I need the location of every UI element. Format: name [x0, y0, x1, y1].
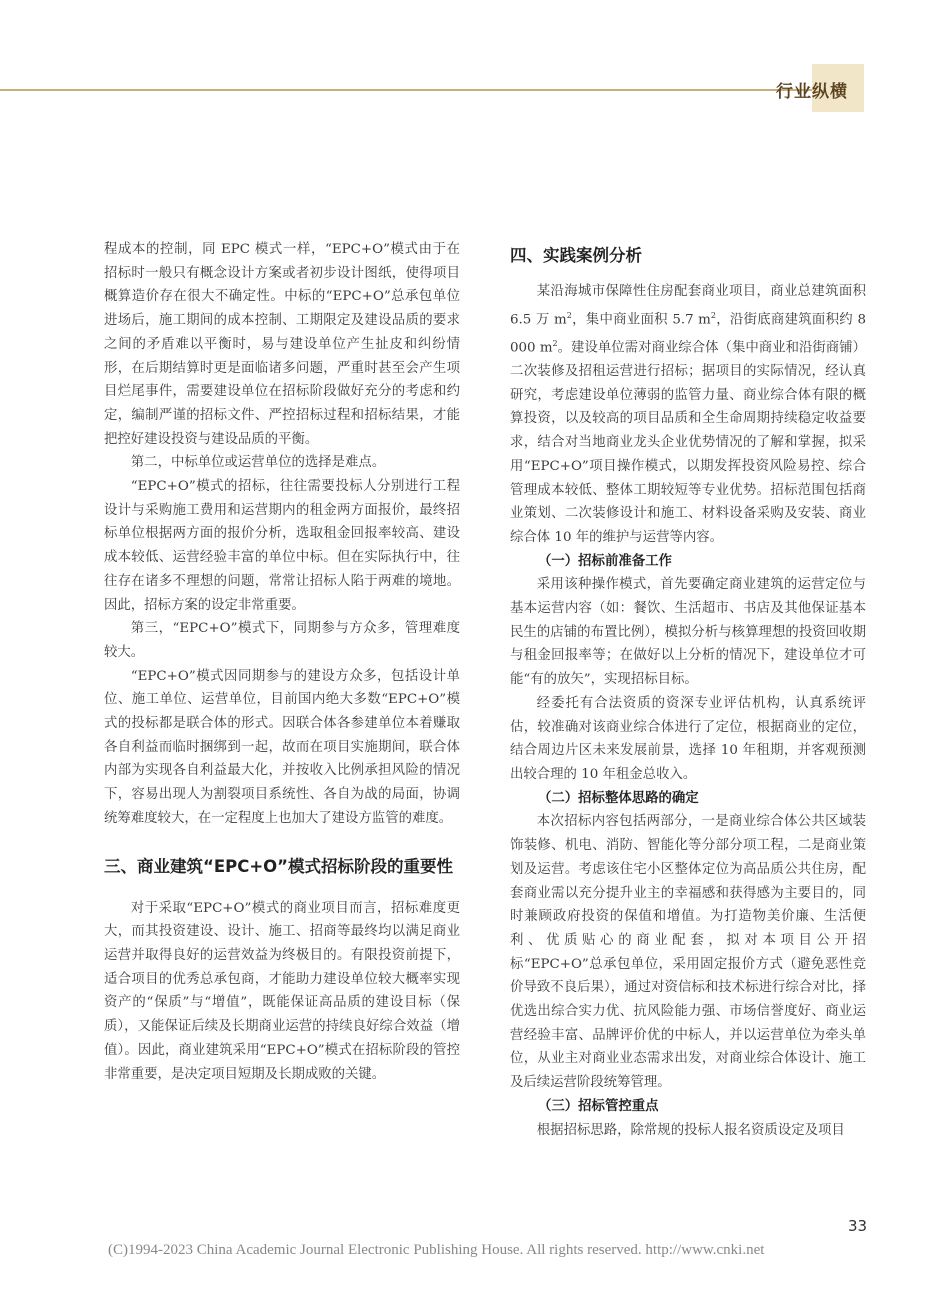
left-column: [104, 238, 460, 1086]
paragraph: 采用该种操作模式，首先要确定商业建筑的运营定位与基本运营内容（如：餐饮、生活超市、书店及其他保证基本民生的店铺的布置比例），模拟分析与核算理想的投资回收期与租金回报率等；在做好以上分析的情况下，建设单位才可能“有的放矢”，实现招标目标。: [510, 577, 866, 688]
section-label: 行业纵横: [776, 82, 848, 102]
section-heading: 三、商业建筑“EPC+O”模式招标阶段的重要性: [104, 856, 454, 876]
subsection-heading: （三）招标管控重点: [538, 1098, 659, 1114]
right-column: [510, 238, 866, 1142]
text-run: 某沿海城市保障性住房配套商业项目，商业总建筑面积 6.5 万 m: [510, 284, 866, 328]
text-run: ，沿街底商建筑面积约 8 000 m: [510, 312, 866, 356]
superscript: 2: [710, 310, 716, 320]
paragraph: [510, 280, 866, 550]
paragraph: 第三，“EPC+O”模式下，同期参与方众多，管理难度较大。: [104, 621, 460, 660]
header-rule: [0, 89, 812, 91]
paragraph: 经委托有合法资质的资深专业评估机构，认真系统评估，较准确对该商业综合体进行了定位，根据商业的定位，结合周边片区未来发展前景，选择 10 年租期，并客观预测出较合理的 10 年租金总收入。: [510, 695, 866, 782]
section-heading: 四、实践案例分析: [510, 246, 642, 265]
paragraph: “EPC+O”模式因同期参与的建设方众多，包括设计单位、施工单位、运营单位，目前国内绝大多数“EPC+O”模式的投标都是联合体的形式。因联合体各参建单位本着赚取各自利益而临时捆绑到一起，故而在项目实施期间，联合体内部为实现各自利益最大化，并按收入比例承担风险的情况下，容易出现人为割裂项目系统性、各自为战的局面，协调统筹难度较大，在一定程度上也加大了建设方监管的难度。: [104, 668, 460, 826]
text-run: ，集中商业面积 5.7 m: [571, 312, 711, 328]
paragraph: “EPC+O”模式的招标，往往需要投标人分别进行工程设计与采购施工费用和运营期内的租金两方面报价，最终招标单位根据两方面的报价分析，选取租金回报率较高、建设成本较低、运营经验丰富的单位中标。但在实际执行中，往往存在诸多不理想的问题，常常让招标人陷于两难的境地。因此，招标方案的设定非常重要。: [104, 479, 460, 613]
subsection-heading: （二）招标整体思路的确定: [538, 790, 699, 806]
copyright-notice: (C)1994-2023 China Academic Journal Electronic Publishing House. All rights reserved. http://www.cnki.net: [108, 1242, 765, 1258]
paragraph: 对于采取“EPC+O”模式的商业项目而言，招标难度更大，而其投资建设、设计、施工、招商等最终均以满足商业运营并取得良好的运营效益为终极目的。有限投资前提下，适合项目的优秀总承包商，才能助力建设单位较大概率实现资产的“保质”与“增值”，既能保证高品质的建设目标（保质），又能保证后续及长期商业运营的持续良好综合效益（增值）。因此，商业建筑采用“EPC+O”模式在招标阶段的管控非常重要，是决定项目短期及长期成败的关键。: [104, 900, 460, 1082]
subsection-heading: （一）招标前准备工作: [538, 553, 672, 569]
paragraph: 本次招标内容包括两部分，一是商业综合体公共区域装饰装修、机电、消防、智能化等分部分项工程，二是商业策划及运营。考虑该住宅小区整体定位为高品质公共住房，配套商业需以充分提升业主的幸福感和获得感为主要目的，同时兼顾政府投资的保值和增值。为打造物美价廉、生活便利、优质贴心的商业配套，拟对本项目公开招标“EPC+O”总承包单位，采用固定报价方式（避免恶性竞价导致不良后果），通过对资信标和技术标进行综合对比，择优选出综合实力优、抗风险能力强、市场信誉度好、商业运营经验丰富、品牌评价优的中标人，并以运营单位为牵头单位，从业主对商业业态需求出发，对商业综合体设计、施工及后续运营阶段统筹管理。: [510, 814, 866, 1091]
page-number: 33: [848, 1217, 868, 1235]
text-run: 。建设单位需对商业综合体（集中商业和沿街商铺）二次装修及招租运营进行招标；据项目的实际情况，经认真研究，考虑建设单位薄弱的监管力量、商业综合体有限的概算投资，以及较高的项目品质和全生命周期持续稳定收益要求，结合对当地商业龙头企业优势情况的了解和掌握，拟采用“EPC+O”项目操作模式，以期发挥投资风险易控、综合管理成本较低、整体工期较短等专业优势。招标范围包括商业策划、二次装修设计和施工、材料设备采购及安装、商业综合体 10 年的维护与运营等内容。: [510, 340, 866, 545]
paragraph: 第二，中标单位或运营单位的选择是难点。: [130, 455, 386, 471]
paragraph: 根据招标思路，除常规的投标人报名资质设定及项目: [536, 1122, 845, 1138]
superscript: 2: [552, 338, 558, 348]
paragraph: 程成本的控制，同 EPC 模式一样，“EPC+O”模式由于在招标时一般只有概念设计方案或者初步设计图纸，使得项目概算造价存在很大不确定性。中标的“EPC+O”总承包单位进场后，施工期间的成本控制、工期限定及建设品质的要求之间的矛盾难以平衡时，易与建设单位产生扯皮和纠纷情形，在后期结算时更是面临诸多问题，严重时甚至会产生项目烂尾事件，需要建设单位在招标阶段做好充分的考虑和约定，编制严谨的招标文件、严控招标过程和招标结果，才能把控好建设投资与建设品质的平衡。: [104, 242, 460, 447]
superscript: 2: [566, 310, 572, 320]
